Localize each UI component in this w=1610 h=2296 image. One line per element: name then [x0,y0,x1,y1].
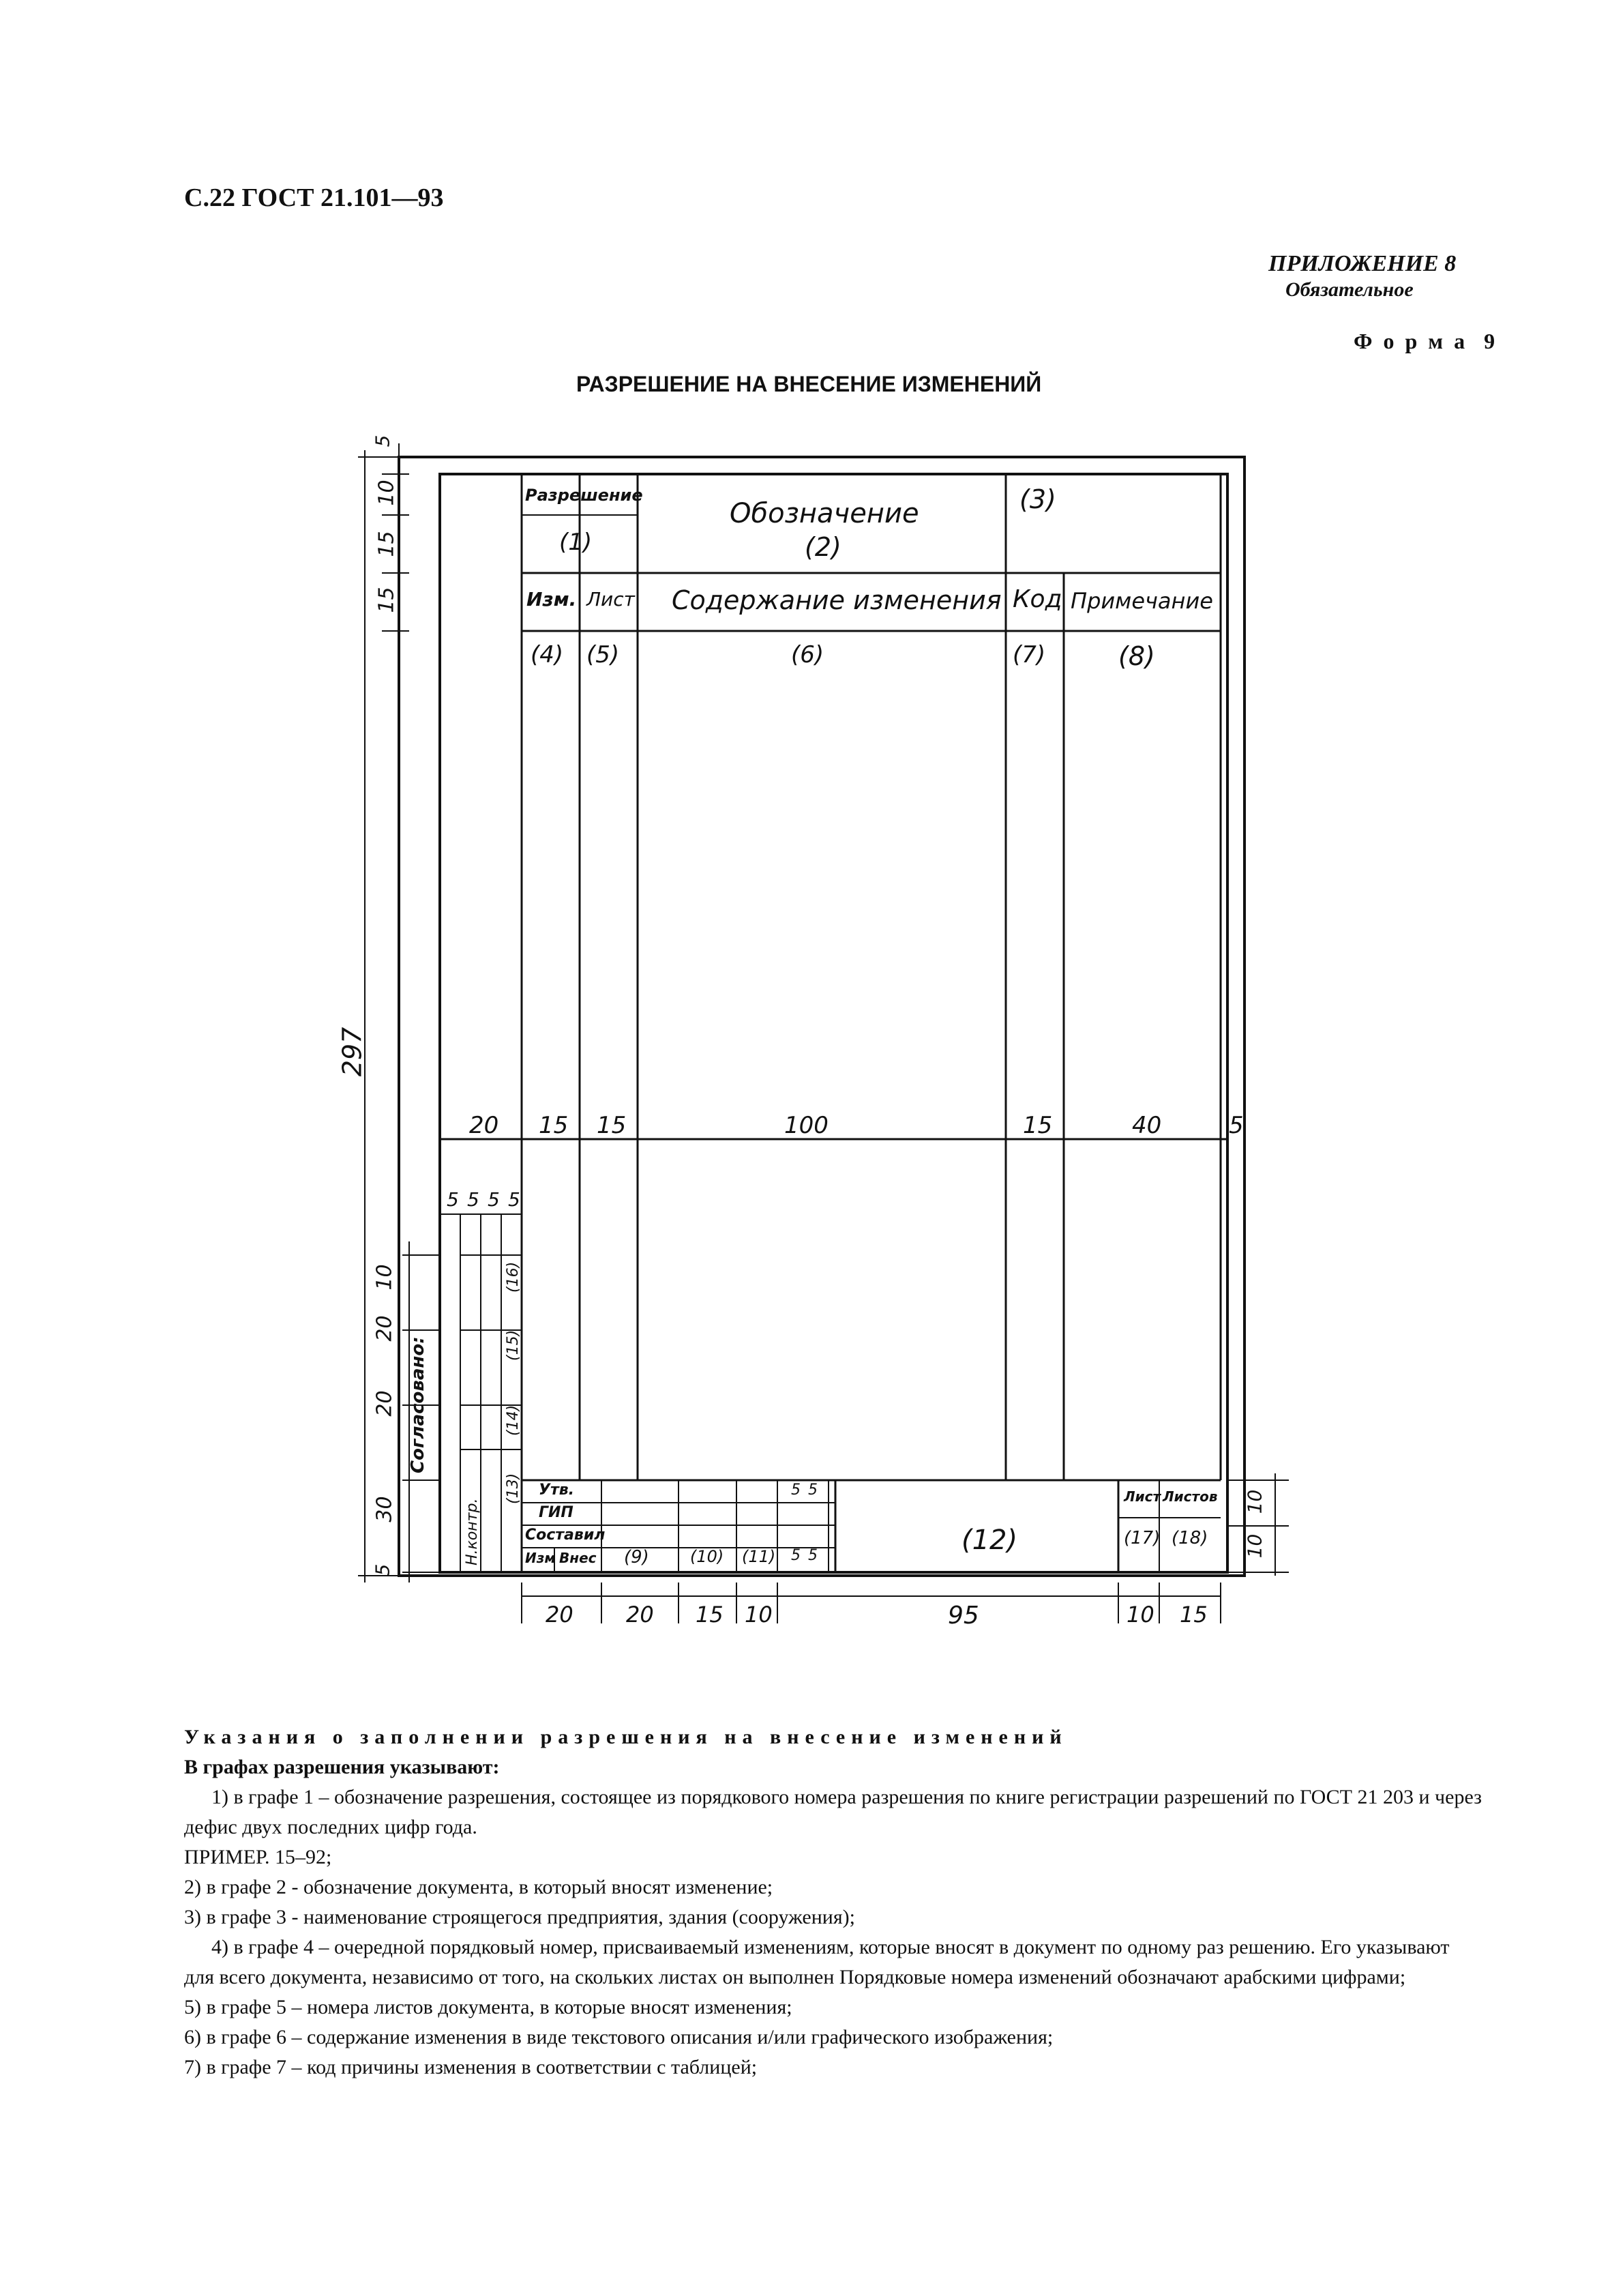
dim-col-note: 40 [1132,1112,1162,1139]
inner-frame [440,474,1227,1572]
note-item-2: 2) в графе 2 - обозначение документа, в который вносят изменение; [184,1876,773,1898]
appendix-status: Обязательное [1285,278,1414,301]
tb-row-izm: Изм [525,1550,556,1566]
dim-top-5: 5 [371,435,394,447]
dim-right-margin: 5 [1229,1112,1244,1139]
bottom-dim-15b: 15 [1180,1602,1208,1628]
tb-right-dim-b: 10 [1243,1533,1266,1559]
document-title: РАЗРЕШЕНИЕ НА ВНЕСЕНИЕ ИЗМЕНЕНИЙ [576,372,1042,396]
bottom-dim-20a: 20 [546,1602,573,1628]
dim-strip-d: 5 [508,1188,520,1211]
tb-row-vnes: Внес [559,1550,597,1566]
dim-strip-b: 5 [467,1188,479,1211]
side-agreed-label: Согласовано: [408,1336,428,1473]
tb-dim-5c: 5 [791,1547,801,1564]
tb-sheet-label: Лист [1124,1488,1161,1505]
dim-side-5: 5 [371,1563,394,1576]
col-note-num: (8) [1118,641,1155,671]
bottom-dim-15: 15 [696,1602,724,1628]
dim-top-15a: 15 [374,531,399,557]
col-note-label: Примечание [1071,588,1213,614]
col3-num: (3) [1019,484,1056,514]
tb-row-gip: ГИП [539,1504,573,1521]
dim-col-content: 100 [784,1112,829,1139]
designation-label: Обозначение [730,498,919,529]
tb-dim-5b: 5 [808,1482,818,1499]
note-item-1: 1) в графе 1 – обозначение разрешения, состоящее из порядкового номера разрешения по книге регистрации разрешений по ГОСТ 21 203 и через дефис двух последних цифр года. [184,1786,1482,1838]
dim-side-20b: 20 [372,1390,397,1417]
tb-num-12: (12) [961,1525,1018,1556]
dim-col-code: 15 [1023,1112,1053,1139]
dim-top-10: 10 [374,480,399,506]
col-izm-label: Изм. [526,588,577,610]
tb-num-10: (10) [690,1547,724,1566]
col-list-num: (5) [586,641,620,668]
dim-left-width: 20 [469,1112,499,1139]
appendix-label: ПРИЛОЖЕНИЕ 8 [1268,251,1457,276]
tb-row-sostavil: Составил [525,1527,606,1544]
tb-num-18: (18) [1172,1528,1208,1548]
designation-num: (2) [805,532,841,562]
tb-sheets-label: Листов [1163,1488,1218,1505]
notes-intro: В графах разрешения указывают: [184,1756,500,1778]
filling-instructions [184,1722,1483,2082]
dim-total-height: 297 [337,1027,368,1077]
tb-dim-5d: 5 [808,1547,818,1564]
side-num-15: (15) [505,1329,522,1361]
tb-num-11: (11) [742,1547,776,1566]
note-item-3: 3) в графе 3 - наименование строящегося предприятия, здания (сооружения); [184,1906,855,1928]
bottom-dim-95: 95 [948,1602,979,1630]
col-content-label: Содержание изменения [672,585,1002,615]
note-item-4: 4) в графе 4 – очередной порядковый номер, присваиваемый изменениям, которые вносят в документ по одному раз решению. Его указывают для всего документа, независимо от того, на скольких листах он выполнен Порядковые номера изменений обозначают арабскими цифрами; [184,1936,1450,1988]
form-number: Ф о р м а 9 [1354,329,1498,353]
tb-row-utv: Утв. [539,1482,574,1499]
page-reference: С.22 ГОСТ 21.101—93 [184,183,444,212]
side-num-14: (14) [505,1404,522,1436]
note-item-5: 5) в графе 5 – номера листов документа, в которые вносят изменения; [184,1996,792,2018]
col-izm-num: (4) [531,641,564,668]
side-norm-control: Н.контр. [464,1498,481,1565]
dim-side-30: 30 [372,1496,397,1522]
side-num-13: (13) [505,1473,522,1504]
notes-heading: Указания о заполнении разрешения на внесение изменений [184,1726,1068,1748]
note-item-7: 7) в графе 7 – код причины изменения в соответствии с таблицей; [184,2056,758,2078]
tb-num-17: (17) [1124,1528,1161,1548]
bottom-dim-10b: 10 [1127,1602,1154,1628]
permission-num: (1) [559,529,593,556]
sheet-frame [399,457,1244,1576]
bottom-dim-10a: 10 [745,1602,773,1628]
col-content-num: (6) [791,641,824,668]
dim-side-20a: 20 [372,1315,397,1342]
dim-top-15b: 15 [374,587,399,613]
side-num-16: (16) [505,1261,522,1293]
tb-dim-5a: 5 [791,1482,801,1499]
tb-right-dim-a: 10 [1243,1489,1266,1514]
note-example: ПРИМЕР. 15–92; [184,1846,332,1868]
dim-col-list: 15 [597,1112,627,1139]
dim-strip-a: 5 [447,1188,459,1211]
permission-label: Разрешение [525,486,643,505]
tb-num-9: (9) [624,1547,649,1568]
col-code-num: (7) [1013,641,1046,668]
col-code-label: Код [1013,585,1062,613]
note-item-6: 6) в графе 6 – содержание изменения в виде текстового описания и/или графического изображения; [184,2026,1054,2048]
dim-strip-c: 5 [488,1188,500,1211]
dim-side-10: 10 [372,1264,397,1291]
bottom-dim-20b: 20 [626,1602,654,1628]
dim-col-izm: 15 [539,1112,569,1139]
col-list-label: Лист [586,588,635,610]
